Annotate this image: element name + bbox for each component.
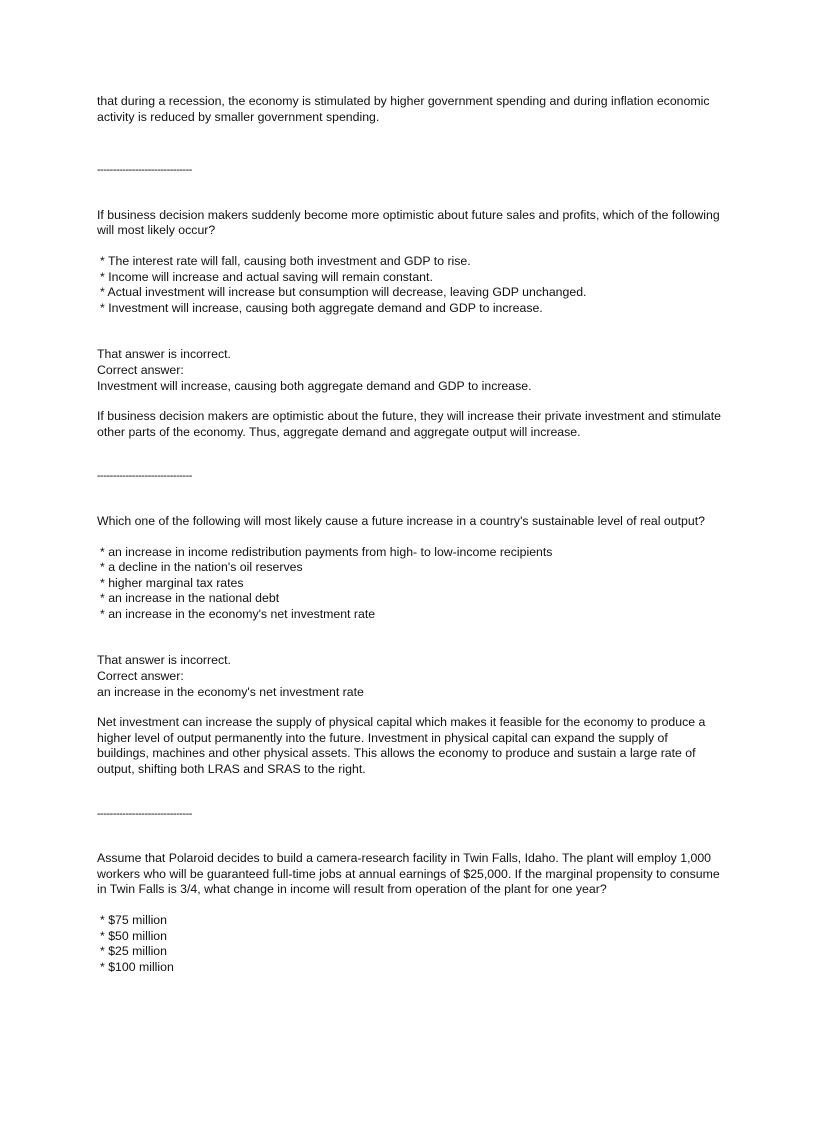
separator-line: ------------------------------ bbox=[97, 807, 192, 820]
explanation-text: If business decision makers are optimistic about the future, they will increase their private investment and stimulate other parts of the economy. Thus, aggregate demand and aggregate output will increase. bbox=[97, 409, 722, 439]
spacer bbox=[97, 778, 722, 807]
answer-option[interactable]: * Investment will increase, causing both aggregate demand and GDP to increase. bbox=[97, 301, 722, 317]
separator-line: ------------------------------ bbox=[97, 470, 192, 483]
spacer bbox=[97, 440, 722, 469]
document-page bbox=[97, 94, 722, 975]
spacer bbox=[97, 316, 722, 347]
result-text: That answer is incorrect. bbox=[97, 347, 231, 362]
correct-answer-text: Investment will increase, causing both aggregate demand and GDP to increase. bbox=[97, 378, 532, 393]
answer-option[interactable]: * The interest rate will fall, causing both investment and GDP to rise. bbox=[97, 254, 722, 270]
answer-option[interactable]: * $50 million bbox=[97, 929, 722, 945]
question-3 bbox=[97, 851, 722, 975]
answer-option[interactable]: * an increase in the national debt bbox=[97, 591, 722, 607]
answer-option[interactable]: * Income will increase and actual saving will remain constant. bbox=[97, 270, 722, 286]
spacer bbox=[97, 530, 722, 545]
answer-option[interactable]: * $100 million bbox=[97, 960, 722, 976]
answer-option[interactable]: * a decline in the nation's oil reserves bbox=[97, 560, 722, 576]
answer-option[interactable]: * $75 million bbox=[97, 913, 722, 929]
spacer bbox=[97, 125, 722, 163]
spacer bbox=[97, 179, 722, 208]
correct-answer-text: an increase in the economy's net investment rate bbox=[97, 684, 364, 699]
feedback-block bbox=[97, 653, 722, 700]
separator-line: ------------------------------ bbox=[97, 164, 192, 177]
spacer bbox=[97, 700, 722, 715]
spacer bbox=[97, 394, 722, 409]
correct-answer-label: Correct answer: bbox=[97, 669, 184, 684]
answer-option[interactable]: * an increase in income redistribution payments from high- to low-income recipients bbox=[97, 545, 722, 561]
question-prompt: If business decision makers suddenly become more optimistic about future sales and profits, which of the following will most likely occur? bbox=[97, 207, 720, 238]
question-2 bbox=[97, 514, 722, 778]
question-prompt: Assume that Polaroid decides to build a camera-research facility in Twin Falls, Idaho. The plant will employ 1,000 workers who will be guaranteed full-time jobs at annual earnings of $25,000. If the marginal propensity to consume in Twin Falls is 3/4, what change in income will result from operation of the plant for one year? bbox=[97, 851, 720, 897]
answer-option[interactable]: * $25 million bbox=[97, 944, 722, 960]
spacer bbox=[97, 822, 722, 851]
answer-options bbox=[97, 254, 722, 316]
question-1 bbox=[97, 208, 722, 441]
question-prompt: Which one of the following will most likely cause a future increase in a country's sustainable level of real output? bbox=[97, 513, 705, 528]
explanation-text: Net investment can increase the supply of physical capital which makes it feasible for the economy to produce a higher level of output permanently into the future. Investment in physical capital can expand the supply of buildings, machines and other physical assets. This allows the economy to produce and sustain a large rate of output, shifting both LRAS and SRAS to the right. bbox=[97, 715, 706, 777]
spacer bbox=[97, 898, 722, 913]
answer-option[interactable]: * higher marginal tax rates bbox=[97, 576, 722, 592]
answer-options bbox=[97, 545, 722, 623]
spacer bbox=[97, 622, 722, 653]
answer-option[interactable]: * Actual investment will increase but consumption will decrease, leaving GDP unchanged. bbox=[97, 285, 722, 301]
feedback-block bbox=[97, 347, 722, 394]
answer-options bbox=[97, 913, 722, 975]
spacer bbox=[97, 239, 722, 254]
spacer bbox=[97, 485, 722, 514]
correct-answer-label: Correct answer: bbox=[97, 362, 184, 377]
answer-option[interactable]: * an increase in the economy's net investment rate bbox=[97, 607, 722, 623]
result-text: That answer is incorrect. bbox=[97, 653, 231, 668]
intro-paragraph: that during a recession, the economy is stimulated by higher government spending and during inflation economic activity is reduced by smaller government spending. bbox=[97, 94, 710, 124]
